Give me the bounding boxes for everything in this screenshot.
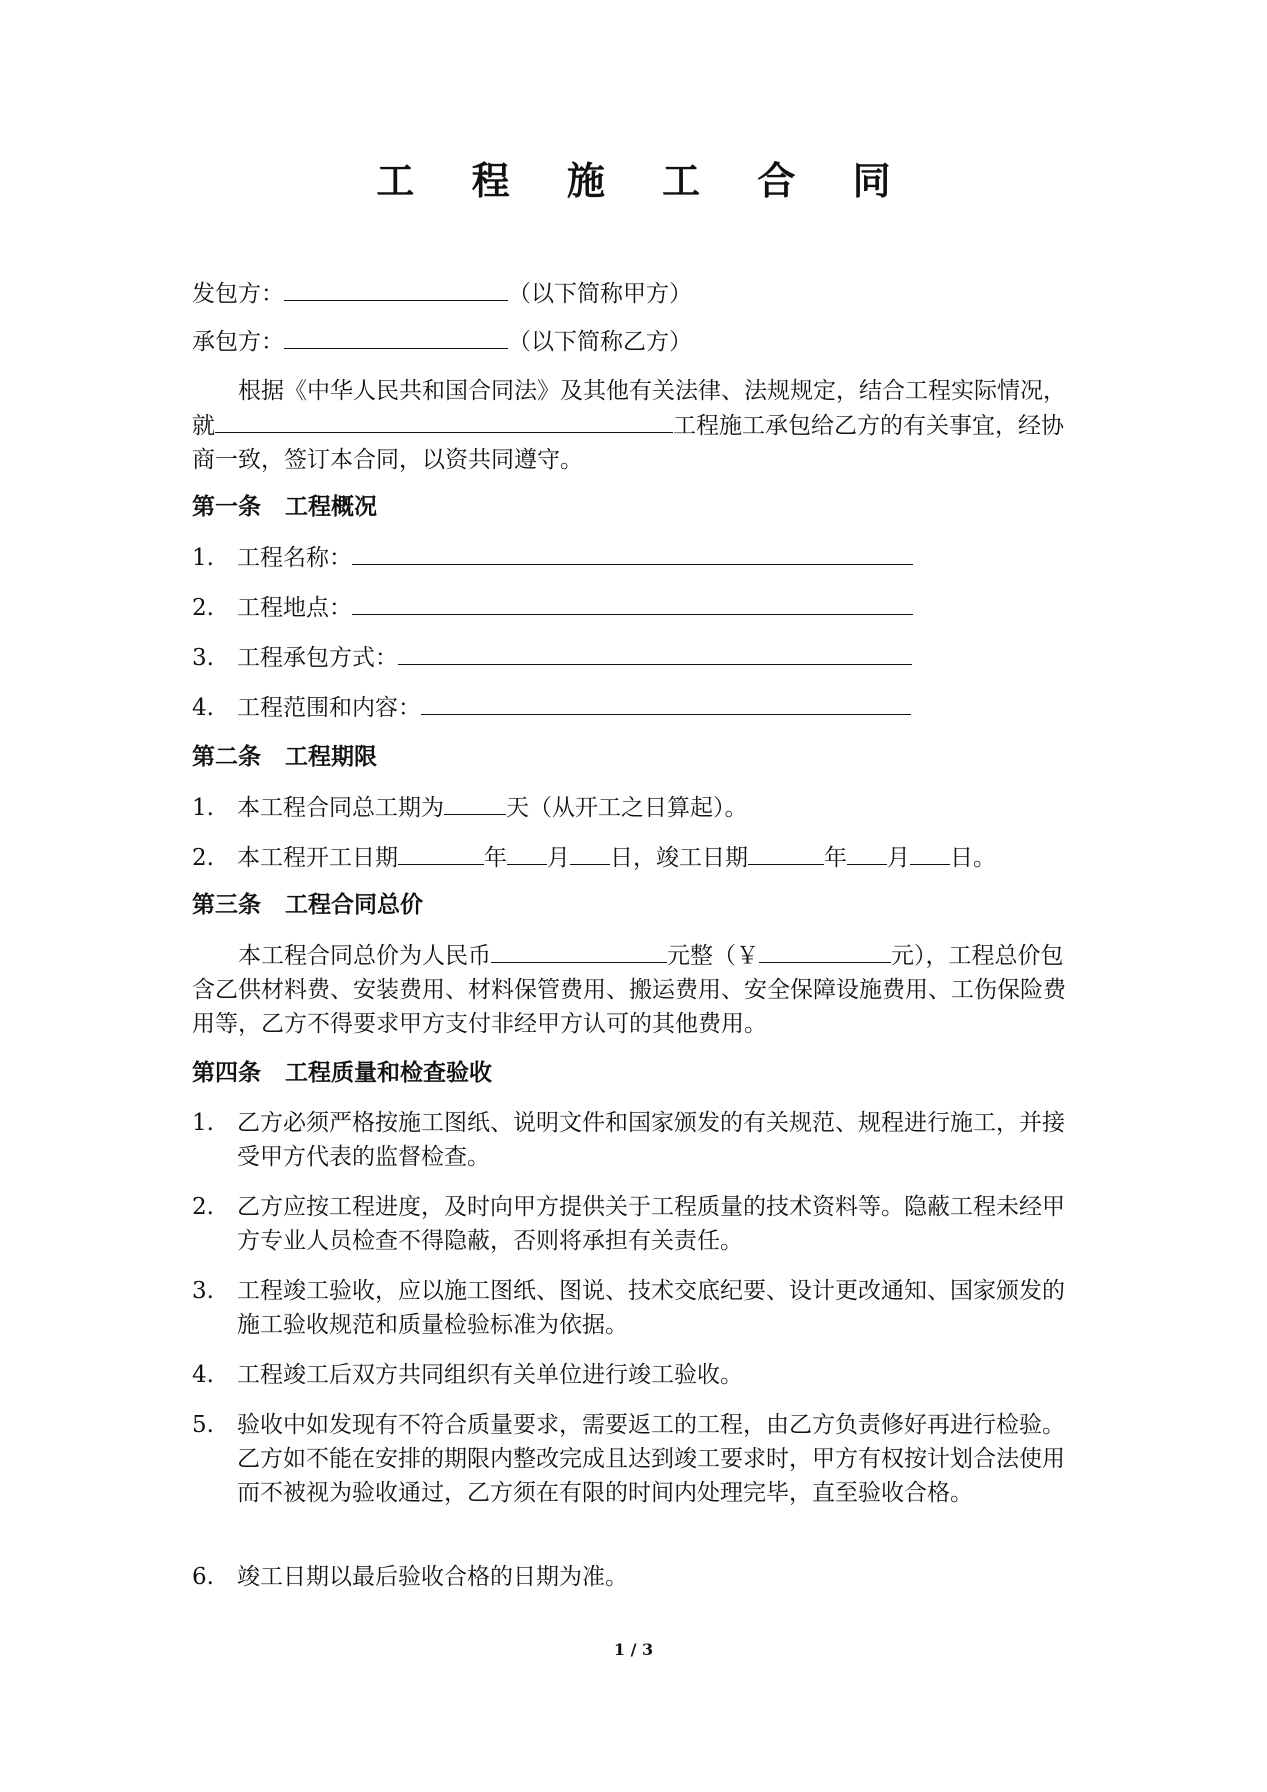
contractor-note: （以下简称乙方） [508, 329, 692, 355]
article4-num: 第四条 [192, 1060, 261, 1086]
intro-part2: 工程施工承包给乙方的有关事宜，经协商一致，签订本合同，以资共同遵守。 [192, 413, 1064, 473]
article3-heading [192, 888, 423, 922]
article1-item [192, 590, 913, 625]
item-number: 1. [192, 795, 214, 821]
year-label: 年 [824, 845, 847, 871]
item-text: 竣工日期以最后验收合格的日期为准。 [237, 1564, 628, 1590]
page-number: 1 / 3 [613, 1640, 654, 1659]
item-text: 验收中如发现有不符合质量要求，需要返工的工程，由乙方负责修好再进行检验。乙方如不能在安排的期限内整改完成且达到竣工要求时，甲方有权按计划合法使用而不被视为验收通过，乙方须在有限的时间内处理完毕，直至验收合格。 [237, 1412, 1065, 1506]
item-label: 工程名称： [237, 545, 352, 571]
item-text: 乙方必须严格按施工图纸、说明文件和国家颁发的有关规范、规程进行施工，并接受甲方代表的监督检查。 [237, 1110, 1065, 1170]
month-label: 月 [887, 845, 910, 871]
article1-heading [192, 490, 377, 524]
item-number: 3. [192, 1278, 214, 1304]
article3-title: 工程合同总价 [285, 892, 423, 918]
start-date-text: 本工程开工日期 [237, 845, 398, 871]
item-number: 4. [192, 1362, 214, 1388]
employer-blank[interactable] [284, 276, 508, 301]
article1-title: 工程概况 [285, 494, 377, 520]
item-text: 工程竣工验收，应以施工图纸、图说、技术交底纪要、设计更改通知、国家颁发的施工验收规范和质量检验标准为依据。 [237, 1278, 1065, 1338]
project-name-blank[interactable] [352, 540, 913, 565]
article4-title: 工程质量和检查验收 [285, 1060, 492, 1086]
article4-heading [192, 1056, 492, 1090]
item-number: 2. [192, 595, 214, 621]
contractor-blank[interactable] [284, 324, 508, 349]
item-number: 3. [192, 645, 214, 671]
article1-item [192, 640, 912, 675]
article4-item [192, 1408, 1076, 1510]
article1-item [192, 690, 911, 725]
scope-content-blank[interactable] [421, 690, 911, 715]
article4-item [192, 1358, 1076, 1392]
duration-text-end: 天（从开工之日算起）。 [506, 795, 748, 821]
end-year-blank[interactable] [748, 840, 824, 865]
item-text: 乙方应按工程进度，及时向甲方提供关于工程质量的技术资料等。隐蔽工程未经甲方专业人员检查不得隐蔽，否则将承担有关责任。 [237, 1194, 1065, 1254]
article2-item [192, 790, 748, 825]
end-day-blank[interactable] [910, 840, 950, 865]
document-title: 工 程 施 工 合 同 [376, 159, 913, 203]
item-number: 2. [192, 1194, 214, 1220]
duration-text: 本工程合同总工期为 [237, 795, 444, 821]
item-number: 4. [192, 695, 214, 721]
article2-item [192, 840, 996, 875]
start-day-blank[interactable] [570, 840, 610, 865]
item-text: 工程竣工后双方共同组织有关单位进行竣工验收。 [237, 1362, 743, 1388]
contractor-label: 承包方： [192, 329, 284, 355]
contract-method-blank[interactable] [398, 640, 912, 665]
intro-part1: 根据《中华人民共和国合同法》及其他有关法律、法规规定，结合工程实际情况，就 [192, 378, 1066, 439]
price-text: 本工程合同总价为人民币 [238, 943, 491, 969]
day-label: 日。 [950, 845, 996, 871]
article4-item [192, 1560, 1076, 1594]
price-text: 元整（￥ [667, 943, 759, 969]
item-number: 1. [192, 545, 214, 571]
employer-label: 发包方： [192, 281, 284, 307]
employer-note: （以下简称甲方） [508, 281, 692, 307]
month-label: 月 [547, 845, 570, 871]
price-amount-blank[interactable] [759, 938, 891, 963]
start-month-blank[interactable] [507, 840, 547, 865]
article2-title: 工程期限 [285, 744, 377, 770]
item-number: 2. [192, 845, 214, 871]
item-label: 工程承包方式： [237, 645, 398, 671]
end-date-text: 日，竣工日期 [610, 845, 748, 871]
employer-line [192, 276, 692, 311]
article1-item [192, 540, 913, 575]
article1-num: 第一条 [192, 494, 261, 520]
item-number: 6. [192, 1564, 214, 1590]
item-number: 1. [192, 1110, 214, 1136]
start-year-blank[interactable] [398, 840, 484, 865]
intro-project-blank[interactable] [215, 408, 673, 433]
price-paragraph [192, 938, 1076, 1041]
article4-item [192, 1106, 1076, 1174]
year-label: 年 [484, 845, 507, 871]
item-label: 工程地点： [237, 595, 352, 621]
price-text: 元），工程总价包含乙供材料费、安装费用、材料保管费用、搬运费用、安全保障设施费用、工伤保险费用等，乙方不得要求甲方支付非经甲方认可的其他费用。 [192, 943, 1066, 1037]
article3-num: 第三条 [192, 892, 261, 918]
article2-heading [192, 740, 377, 774]
duration-days-blank[interactable] [444, 790, 506, 815]
article4-item [192, 1190, 1076, 1258]
intro-paragraph [192, 374, 1076, 477]
price-rmb-blank[interactable] [491, 938, 667, 963]
end-month-blank[interactable] [847, 840, 887, 865]
project-location-blank[interactable] [352, 590, 913, 615]
article4-item [192, 1274, 1076, 1342]
contractor-line [192, 324, 692, 359]
item-label: 工程范围和内容： [237, 695, 421, 721]
article2-num: 第二条 [192, 744, 261, 770]
item-number: 5. [192, 1412, 214, 1438]
